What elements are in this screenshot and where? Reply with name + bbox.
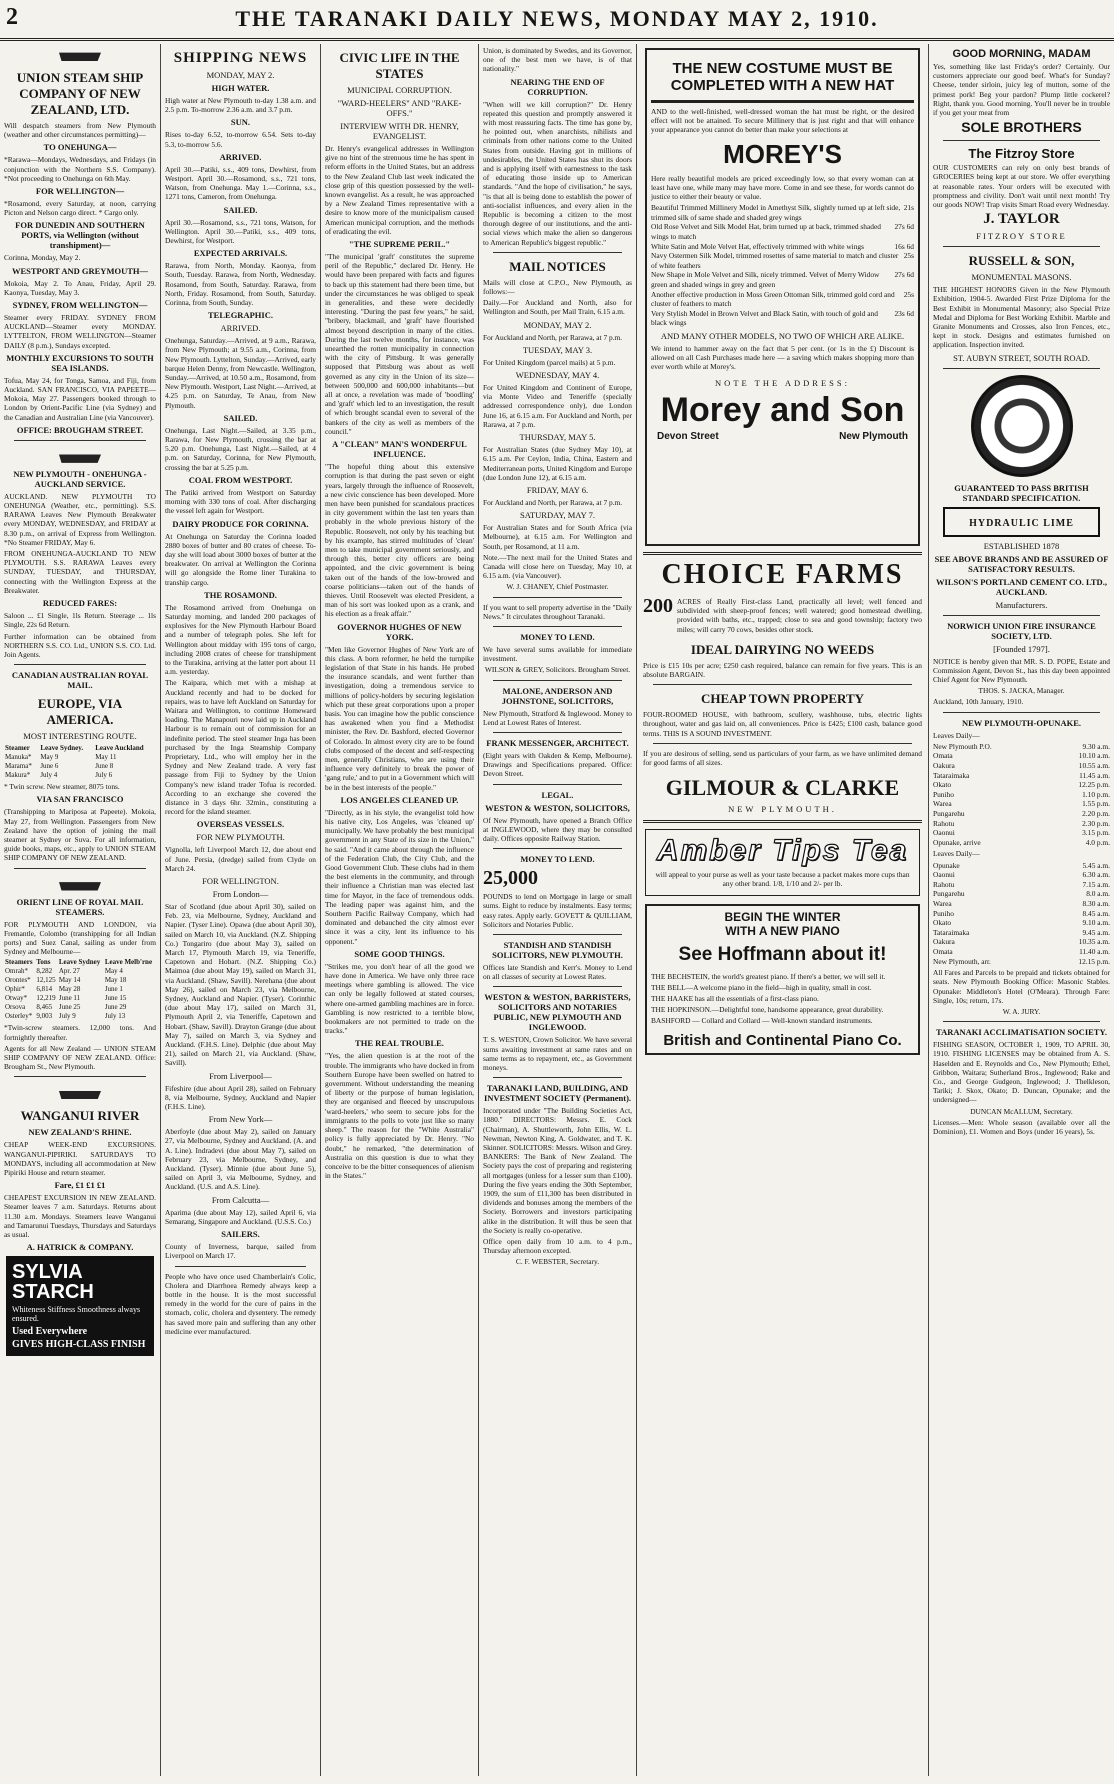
piano-ad [645,904,920,1055]
onehunga-service-text: AUCKLAND. NEW PLYMOUTH TO ONEHUNGA (Weather, etc., permitting). S.S. RARAWA Leaves New Plymouth Breakwater every MONDAY, WEDNESDAY, and FRIDAY at 8.30 p.m., on arrival of Express from Wellington. *No Steamer FRIDAY, May 6. [4,491,156,547]
table-header: Leave Auckland [95,744,144,753]
table-row: Oaonui 6.30 a.m. [933,870,1110,880]
ship-illustration [59,877,101,891]
civic-p7: "Yes, the alien question is at the root of the trouble. The immigrants who have docked in from Southern Europe have been swelled on hatred to government. Without understanding the meaning of liberty or the purpose of human legislation, they are organised and fleeced by unscrupulous 'ward-heelers,' who seem to secure jobs for the immigrants to the polls to vote just like so many sheep." The reason for the "White Australia" policy is fully appreciated by Dr. Henry. "No doubt," he remarked, "the determination of Australia on this question is due to what they conceive to be the bitter consequences of alienism in the States." [325,1051,474,1181]
russell-text: THE HIGHEST HONORS Given in the New Plymouth Exhibition, 1904-5. Awarded First Prize Diploma for the Best Exhibit in Monumental Masonry; also Special Prize Medal and Diploma for Best Working Exhibit. Marble and Granite Monuments and Crosses, also Iron Fences, etc., kept in stock. Designs and estimates furnished on application. Inspection invited. [933,285,1110,350]
governor-heading: GOVERNOR HUGHES OF NEW YORK. [337,621,462,642]
civic-p5: "Directly, as in his style, the evangelist told how his native city, Los Angeles, was 'cleaned up' municipally. We have probably the best municipal government in any State of its size in the Union," he said. "And it came about through the influence of the Federation Club, the City Club, and the Good Government Club. These clubs had in them the best elements in the community, and through their influence a Christian man was elected last time for Mayor, in the face of tremendous odds. The leading paper was against him, and the Southern Pacific Railway Company, which had dominated and debauched the city almost ever since it was a city, lent its influence to his opponent." [325,807,474,946]
tue-heading: TUESDAY, MAY 3. [522,344,593,355]
from-onehunga-text: FROM ONEHUNGA-AUCKLAND TO NEW PLYMOUTH. S.S. RARAWA Leaves every SUNDAY, TUESDAY, and THURSDAY, connecting with the Wellington Express at the Breakwater. [4,549,156,595]
coal-heading: COAL FROM WESTPORT. [188,474,293,485]
list-item: THE BECHSTEIN, the world's greatest piano. If there's a better, we will sell it. [651,971,886,981]
moreys-desc: Here really beautiful models are priced exceedingly low, so that every woman can at least have one, while many may have more. Come in and see these, for words cannot do justice to either their beauty or value. [651,173,914,202]
choice-big-number: 200 [643,595,673,617]
ship-illustration [59,47,101,61]
moreys-note: NOTE THE ADDRESS: [715,377,850,388]
list-item: Old Rose Velvet and Silk Model Hat, brim turned up at back, trimmed shaded wings to match 27s 6d [651,222,914,241]
things-heading: SOME GOOD THINGS. [354,948,445,959]
table-row: Pungarehu 8.0 a.m. [933,889,1110,899]
cement-established: ESTABLISHED 1878 [983,540,1060,551]
table-row: Marama* June 6 June 8 [5,762,114,771]
shipping-news-heading: SHIPPING NEWS [173,50,308,66]
weston1-heading: WESTON & WESTON, SOLICITORS, [485,802,630,813]
table-row: Puniho 1.10 p.m. [933,789,1110,799]
sat-text: For Australian States and for South Africa (via Melbourne), at 6.15 a.m. For Wellington and South, per Rosamond, at 11 a.m. [483,523,632,551]
table-row: Omata 10.10 a.m. [933,751,1110,761]
civic-p3: "The hopeful thing about this extensive corruption is that during the past seven or eight years, largely through the influence of Roosevelt, a new civic conscience has been developed. More men have been punished for scandalous practices in city government within the last ten years than probably in the whole previous history of the Republic. Roosevelt, not only by his teaching but by his example, has stirred multitudes of 'clean' men to take municipal government seriously, and through this, better city officers are being appointed, and the civic government is being taken out of the hands of the low-browed and coarse politicians—taken out of the hands of thieves. Until Roosevelt was elected President, a man of his sort was looked upon as a crank, and his election as a freak affair." [325,462,474,619]
column-mail-legal [479,44,636,1776]
civic-heading: CIVIC LIFE IN THE STATES [339,50,460,81]
leaves-daily-2: Leaves Daily— [933,849,980,859]
moreys-ad [645,48,920,546]
list-item: THE HAAKE has all the essentials of a first-class piano. [651,994,819,1004]
list-item: Beautiful Trimmed Millinery Model in Amethyst Silk, slightly turned up at left side, trimmed silk of same shade and shaded grey wings 21s [651,203,914,222]
choice-desirous: If you are desirous of selling, send us particulars of your farm, as we have unlimited demand for good farms of all sizes. [643,748,922,768]
table-row: Warea 1.55 p.m. [933,799,1110,809]
europe-subheading: MOST INTERESTING ROUTE. [23,731,137,742]
rosamund-heading: THE ROSAMOND. [204,589,277,600]
overseas-np-text: Vignolla, left Liverpool March 12, due about end of June. Persia, (dredge) sailed from Clyde on March 24. [165,845,316,873]
table-row: Oaonui 3.15 p.m. [933,828,1110,838]
ship-illustration [59,1085,101,1099]
list-item: White Satin and Mole Velvet Hat, effectively trimmed with white wings 16s 6d [651,241,914,251]
sailed2-text: Onehunga, Last Night.—Sailed, at 3.35 p.m., Rarawa, for New Plymouth, crossing the bar at 5.20 p.m. Onehunga, Last Night.—Sailed, at 4 p.m. on Saturday, Corinna, for New Plymouth, crossing the bar at 5.25 p.m. [165,425,316,472]
page-number: 2 [6,4,18,30]
fitzroy-heading: The Fitzroy Store [968,146,1075,162]
weston2-text: T. S. WESTON, Crown Solicitor. We have several sums awaiting investment at same rates and on same terms as to repayment, etc., as Government moneys. [483,1035,632,1072]
table-row: Manuka* May 9 May 11 [5,753,117,762]
table-row: Otway* 12,219 June 11 June 15 [5,994,127,1003]
table-row: Warea 8.30 a.m. [933,898,1110,908]
dairy-heading: DAIRY PRODUCE FOR CORINNA. [172,518,309,529]
amber-text: will appeal to your purse as well as your taste because a packet makes more cups than any other brand. 1/8, 1/10 and 2/- per lb. [655,870,910,889]
malone-heading: MALONE, ANDERSON AND JOHNSTONE, SOLICITORS, [501,685,614,706]
moreys-items [651,203,914,328]
list-item: Another effective production in Moss Green Ottoman Silk, trimmed gold cord and cluster of feathers to match 25s [651,289,914,309]
acclimatisation-signature: DUNCAN McALLUM, Secretary. [970,1106,1073,1116]
table-row: New Plymouth, arr. 12.15 p.m. [933,956,1110,966]
overseas-np: FOR NEW PLYMOUTH. [196,832,285,843]
westport-heading: WESTPORT AND GREYMOUTH— [11,265,149,276]
amber-name: Amber Tips Tea [656,834,909,868]
column-local-ads [929,44,1114,1776]
telegraphic-heading: TELEGRAPHIC. [208,310,273,321]
dunedin-text: Corinna, Monday, May 2. [4,253,81,263]
end-heading: NEARING THE END OF CORRUPTION. [510,76,605,97]
morning-heading: GOOD MORNING, MADAM [952,48,1091,60]
newspaper-title: THE TARANAKI DAILY NEWS, MONDAY MAY 2, 1910. [235,6,879,31]
sailed-text: April 30.—Rosamond, s.s., 721 tons, Watson, for Wellington. April 30.—Patiki, s.s., 409 tons, Dewhirst, for Westport. [165,217,316,246]
wanganui-text: CHEAP WEEK-END EXCURSIONS. WANGANUI-PIPIRIKI. SATURDAYS TO MONDAYS, including all accommodation at New Pipiriki House and return steamer. [4,1140,156,1177]
hydraulic-lime-logo [943,507,1100,537]
tlb-heading: TARANAKI LAND, BUILDING, AND INVESTMENT SOCIETY (Permanent). [483,1083,632,1104]
mail-notices-heading: MAIL NOTICES [509,258,606,274]
expected-heading: EXPECTED ARRIVALS. [193,248,288,259]
table-row: Pungarehu 2.20 p.m. [933,809,1110,819]
piano-firm: British and Continental Piano Co. [663,1031,902,1049]
money-text: We have several sums available for immediate investment. [483,644,632,664]
piano-hd1: BEGIN THE WINTER [724,909,841,924]
starch-gives: GIVES HIGH-CLASS FINISH [12,1339,146,1351]
wanganui-subheading: NEW ZEALAND'S RHINE. [28,1127,132,1138]
starch-name: SYLVIA STARCH [12,1261,94,1304]
tlb-text: Incorporated under "The Building Societies Act, 1880." DIRECTORS: Messrs. E. Cock (Chairman), A. Shuttleworth, John Ellis, W. L. Newman, Newton King, A. Goldwater, and T. K. Skinner. SOLICITORS: Messrs. Wilson and Grey. BANKERS: The Bank of New Zealand. The Society pays the cost of preparing and registering all mortgages (unless for a lesser sum than £100). During the five years ending the 30th September, 1909, the sum of £11,300 has been distributed in dividends and bonuses among the members of the Society. Borrowers and investors participating alike in the distribution. It will thus be seen that the Society is really co-operative. [483,1106,632,1235]
table-row: Tataraimaka 11.45 a.m. [933,770,1110,780]
fares-text: Saloon ... £1 Single, 1ls Return. Steerage ... 1ls Single, 22s 6d Return. [4,611,156,630]
table-row: Makura* July 4 July 6 [5,771,113,780]
table-row: Okato 12.25 p.m. [933,780,1110,790]
tlb-signature: C. F. WEBSTER, Secretary. [515,1257,600,1267]
np-timetable [933,742,1110,848]
cement-brand-logo [971,375,1073,477]
orient-heading: ORIENT LINE OF ROYAL MAIL STEAMERS. [16,896,144,917]
weston2-heading: WESTON & WESTON, BARRISTERS, SOLICITORS AND NOTARIES PUBLIC, NEW PLYMOUTH AND INGLEWOOD. [484,992,631,1033]
fares-heading: REDUCED FARES: [42,598,118,609]
cement-brand: HYDRAULIC LIME [969,517,1074,529]
taylor: J. TAYLOR [983,211,1060,228]
fitzroy-text: OUR CUSTOMERS can rely on only best brands of GROCERIES being kept at our store. We offer everything at reasonable rates. Your orders will be executed with promptness and civility. Don't wait until next month! Try our goods NOW! Trap visits Smart Road every Wednesday. [933,163,1110,210]
telegraphic-text: Onehunga, Saturday.—Arrived, at 9 a.m., Rarawa, from New Plymouth; at 9.55 a.m., Corinna, from New Plymouth. Lyttelton, Sunday.—Arrived, early barque Helen Denny, from Newcastle. Wellington, Sunday.—Arrived, at 10.50 a.m., Rosamond, from New Plymouth. Westport, Last Night.—Arrived, at 4.25 p.m. on Saturday, Te Anau, from New Plymouth. [165,336,317,410]
table-row: Tataraimaka 9.45 a.m. [933,927,1110,937]
civic-continued: Union, is dominated by Swedes, and its Governor, one of the best men we have, is of that nationality." [483,46,632,74]
sydney-text: Steamer every FRIDAY. SYDNEY FROM AUCKLAND—Steamer every MONDAY. LYTTELTON, FROM WELLINGTON—Steamer DAILY (8 p.m.), Sundays excepted. [4,313,156,350]
cement-guarantee: GUARANTEED TO PASS BRITISH STANDARD SPECIFICATION. [954,482,1089,503]
wanganui-heading: WANGANUI RIVER [20,1108,140,1124]
coal-text: The Patiki arrived from Westport on Saturday morning with 330 tons of coal. After discharging the vessel left again for Westport. [165,487,316,516]
russell-heading: RUSSELL & SON, [968,253,1075,269]
sole-brothers: SOLE BROTHERS [961,119,1082,136]
civic-p1: Dr. Henry's evangelical addresses in Wellington give no hint of the strenuous time he has spent in reform efforts in the United States, but an address to the New Zealand Club last week indicated the close grip of this question possessed by the well-known evangelist. As a result, he was approached by a New Zealand Times representative with a desire to know more of the municipalism caused American municipal corruption, and the methods of eradicating the evil. [325,144,474,236]
acclimatisation-more: Licenses.—Men: Whole season (available over all the Dominion), £1. Women and Boys (under 16 years), 5s. [933,1117,1110,1136]
moreys-firm: Morey and Son [660,390,905,429]
overseas-liverpool: From Liverpool— [209,1070,272,1081]
list-item: New Shape in Mole Velvet and Silk, nicely trimmed. Velvet of Merry Widow green and shaded wings in grey and green 27s 6d [651,270,914,289]
column-civic-life [321,44,478,1776]
starch-used: Used Everywhere [12,1326,88,1338]
column-shipping-news [161,44,320,1776]
sylvia-starch-ad [6,1256,154,1356]
monthly-text: Tofua, May 24, for Tonga, Samoa, and Fiji, from Auckland. SAN FRANCISCO, VIA PAPEETE—Mokoia, May 27. Passengers booked through to London by Orient-Pacific Line (via Sydney) and the Canadian and Australian Line (via Vancouver). [4,375,156,422]
table-row: Puniho 8.45 a.m. [933,908,1110,918]
table-row: New Plymouth P.O. 9.30 a.m. [933,741,1110,751]
sun-heading: SUN. [230,117,251,128]
russell-addr: ST. AUBYN STREET, SOUTH ROAD. [953,352,1090,363]
choice-cheap-text: FOUR-ROOMED HOUSE, with bathroom, scullery, washhouse, tubs, electric lights throughout, water and gas laid on, all conveniences. Price is £425; £100 cash, balance good terms. THIS IS A SOUND INVESTMENT. [643,710,922,738]
column-display-ads [637,44,928,1776]
choice-firm: GILMOUR & CLARKE [665,775,900,801]
trouble-heading: THE REAL TROUBLE. [355,1038,444,1049]
civic-sub1: MUNICIPAL CORRUPTION. [347,85,452,95]
peril-heading: "THE SUPREME PERIL." [348,239,451,250]
onehunga-heading: TO ONEHUNGA— [43,142,117,153]
westport-text: Mokoia, May 2. To Anau, Friday, April 29. Kaonya, Tuesday, May 3. [4,278,156,297]
fares-more-text: Further information can be obtained from NORTHERN S.S. CO. Ltd., UNION S.S. CO. Ltd. Join Agents. [4,631,156,659]
arrived-text: April 30.—Patiki, s.s., 409 tons, Dewhirst, from Westport. April 30.—Rosamond, s.s., 721 tons, Watson, from Onehunga. May 1.—Corinna, s.s., 1271 tons, Cameron, from Onehunga. [165,164,316,202]
civic-p4: "Men like Governor Hughes of New York are of this class. A born reformer, he held the turnpike legislation of that State in his hands. He probed the insurance scandals, and went further than investigation, doing a tremendous service to millions of policy-holders by securing legislation which put these great corporations upon a proper basis. You can imagine how the public conscience has awakened when you find a Methodist minister, the Rev. Dr. Bashford, elected Governor of Colorado. In almost every city are to be found clubs composed of the decent and self-respecting men, generally Christians, who are using their influence very definitely to break the power of 'gang rule,' and to put in a Government which will be in the best interests of the people." [325,644,474,792]
norwich-text: NOTICE is hereby given that MR. S. D. POPE, Estate and Commission Agent, Devon St., has this day been appointed Chief Agent for New Plymouth. [933,656,1110,685]
dunedin-heading: FOR DUNEDIN AND SOUTHERN PORTS, via Wellington (without transhipment)— [15,220,145,251]
cement-manufacturers: Manufacturers. [995,599,1048,610]
masthead [0,0,1114,41]
civic-sub2: "WARD-HEELERS" AND "RAKE-OFFS." [337,98,462,118]
fri-text: For Auckland and North, per Rarawa, at 7 p.m. [483,497,623,507]
high-water-text: High water at New Plymouth to-day 1.38 a.m. and 2.5 p.m. To-morrow 2.36 a.m. and 3.7 p.m. [165,96,316,115]
opunake-signature: W. A. JURY. [1002,1006,1041,1016]
standish-heading: STANDISH AND STANDISH SOLICITORS, NEW PLYMOUTH. [492,939,623,960]
table-row: Opunake, arrive 4.0 p.m. [933,837,1110,847]
list-item: THE BELL—A welcome piano in the field—high in quality, small in cost. [651,982,872,992]
frank-text: (Eight years with Oakden & Kemp, Melbourne). Drawings and Specifications prepared. Office: Devon Street. [483,750,632,779]
moreys-headline2: COMPLETED WITH A NEW HAT [670,77,895,94]
sun-text: Rises to-day 6.52, to-morrow 6.54. Sets to-day 5.3, to-morrow 5.6. [165,130,316,149]
table-row: Rahotu 2.30 p.m. [933,818,1110,828]
op-timetable [933,861,1110,967]
cure-text: People who have once used Chamberlain's Colic, Cholera and Diarrhoea Remedy always keep a bottle in the house. It is the most successful remedy in the world for the cure of pains in the stomach, colic, cholera and dysentery. The remedy has saved more pain and suffering than any other medicine ever manufactured. [165,1271,316,1336]
overseas-london: From London— [212,889,269,899]
acclimatisation-text: FISHING SEASON, OCTOBER 1, 1909, TO APRIL 30, 1910. FISHING LICENSES may be obtained from A. S. Haselden and E. Reynolds and Co., New Plymouth; Ethel, Gribbon, Waitara; Sutherland Bros., Inglewood; Rake and Co., and George Gudgeon, Inglewood; J. Thelkleson, Tariki; J. Skox, Okato; D. Duncan, Opunake; and the undersigned— [933,1040,1110,1105]
daily-news-advert: If you want to sell property advertise in the "Daily News." It circulates throughout Taranaki. [483,602,632,621]
sailed-heading: SAILED. [223,204,258,215]
table-row: Ophir* 6,814 May 28 June 1 [5,985,123,994]
civic-p6: "Strikes me, you don't hear of all the good we have done in America. We have only three race meetings where gambling is allowed. The vice can only be legally followed at stated courses, where one-armed gambling machines are in force. Gambling is now restricted to a terrible blow, bookmakers are not permitted to trade on the tracks." [325,961,474,1036]
choice-price: Price is £15 10s per acre; £250 cash required, balance can remain for five years. This is an absolute BARGAIN. [643,660,922,680]
civic-p2: "The municipal 'graft' constitutes the supreme peril of the Republic," declared Dr. Henry. He would have been prepared with facts and figures to back up this statement had there been time, but under the circumstances he was obliged to speak in generalities, and these were decidedly interesting. "During the past few years," he said, "bribery, blackmail, and 'graft' have flourished almost beyond description in many of the cities. During the last twelve months, for instance, was unearthed the rotten municipality in connection with the city of Pittsburg. It was generally supposed that Pittsburg was about as well governed as any city in the Union of its size—between 500,000 and 600,000 inhabitants—but all at once, a revelation was made of 'boodling' and 'graft' which led to an investigation, the result of which brought scandal even to several of the bankers of the city as well as members of the council." [325,252,474,436]
choice-town: NEW PLYMOUTH. [728,804,837,815]
rosamund-text: The Rosamond arrived from Onehunga on Saturday morning, and landed 200 packages of explosives for the New Plymouth Harbour Board and a number of telegraph poles. She left for Wellington about midday with 195 tons of cargo, including 2008 crates of cheese for transhipment to the Turakina, arriving at the latter port about 11 a.m. yesterday. [165,602,316,677]
choice-dairy: IDEAL DAIRYING NO WEEDS [690,641,875,657]
opunake-text: All Fares and Parcels to be prepaid and tickets obtained for seats. New Plymouth Booking Office: Masonic Stables. Opunake: Middleton's Hotel (O'Meara). Through Fare: Single, 10s; return, 17s. [933,968,1110,1005]
table-row: Omrah* 8,282 Apr. 27 May 4 [5,967,123,976]
shipping-date: MONDAY, MAY 2. [206,70,275,80]
europe-table [4,744,156,780]
overseas-heading: OVERSEAS VESSELS. [196,819,285,830]
list-item: Very Stylish Model in Brown Velvet and Black Satin, with touch of gold and black wings 23s 6d [651,308,914,328]
end-text: "When will we kill corruption?" Dr. Henry repeated this question and promptly answered it with most reassuring facts. The time has gone by, he pointed out, when anarchists, nihilists and criminals from other nations come to the United States from outside. Having got in millions of undesirables, the United States has shut its doors and is applying itself with earnestness to the task of educating those inside up to American standards. "And the hope of civilisation," he says, "is that all is being done to establish the power of anti-socialist influences, and every alien in the Republic is becoming a citizen to the most thorough degree of our institutions, and the anti-social views which make the alien so dangerous to American Republic's biggest republic." [483,99,632,247]
europe-note: * Twin screw. New steamer, 8075 tons. [4,782,120,792]
wellington-text: *Rosamond, every Saturday, at noon, carrying Picton and Nelson cargo direct. * Cargo only. [4,199,156,218]
norwich-founded: [Founded 1797]. [993,643,1050,654]
wed-text: For United Kingdom and Continent of Europe, via Monte Video and Teneriffe (specially addressed correspondence only), due London June 16, at 6.15 a.m. For Auckland and North, per Rarawa, at 7 p.m. [483,383,632,429]
table-row: Rahotu 7.15 a.m. [933,879,1110,889]
telegraphic-arrived: ARRIVED. [220,323,261,334]
norwich-heading: NORWICH UNION FIRE INSURANCE SOCIETY, LTD. [947,620,1096,641]
table-row: Orontes* 12,125 May 14 May 18 [5,976,127,985]
norwich-date: Auckland, 10th January, 1910. [933,697,1024,707]
cement-see: SEE ABOVE BRANDS AND BE ASSURED OF SATISFACTORY RESULTS. [934,553,1109,574]
mon-heading: MONDAY, MAY 2. [523,319,592,330]
expected-text: Rarawa, from North, Monday. Kaonya, from South, Tuesday. Rarawa, from North, Wednesday. Rosamond, from South, Saturday. Rarawa, from North, Friday. Rosamond, from South, Saturday. Corinna, from South, Sunday. [165,261,316,308]
leaves-daily: Leaves Daily— [933,730,980,740]
standish-text: Offices late Standish and Kerr's. Money to Lend on all classes of security at Lowest Rates. [483,962,632,982]
fitzroy-store: FITZROY STORE [976,231,1067,242]
table-row: Oakura 10.55 a.m. [933,761,1110,771]
lend-heading: MONEY TO LEND. [520,854,595,865]
canadian-heading: CANADIAN AUSTRALIAN ROYAL MAIL. [11,670,149,691]
amber-tips-ad [645,829,920,895]
sailers-heading: SAILERS. [221,1229,260,1240]
russell-sub: MONUMENTAL MASONS. [971,272,1072,283]
table-row: Oakura 10.35 a.m. [933,937,1110,947]
overseas-ny-text: Aberfoyle (due about May 2), sailed on January 27, via Melbourne, Sydney and Auckland. (A. and A. Line). Indradevi (due about May 7), sailed on February 23, via Melbourne, Sydney, and Auckland. (Tyser). Minnie (due about June 5), sailed on April 3, via Melbourne, Sydney, and Auckland. (U.S. and A.S. Line). [165,1127,316,1192]
tue-text: For United Kingdom (parcel mails) at 5 p.m. [483,357,616,367]
norwich-signature: THOS. S. JACKA, Manager. [978,686,1065,696]
table-row: Omata 11.40 a.m. [933,946,1110,956]
mail-intro: Mails will close at C.P.O., New Plymouth, as follows:— [483,277,632,297]
civic-sub3: INTERVIEW WITH DR. HENRY, EVANGELIST. [340,121,459,141]
malone-text: New Plymouth, Stratford & Inglewood. Money to Lend at Lowest Rates of Interest. [483,708,632,727]
sanfran-text: (Transhipping to Mariposa at Papeete). Mokoia, May 27, from Wellington. Passengers from New Zealand have the option of joining the mail steamer at Sydney or Suva. For all information, guide books, maps, etc., apply to UNION STEAM SHIP COMPANY OF NEW ZEALAND. [4,807,156,863]
mail-signature: W. J. CHANEY, Chief Postmaster. [506,582,609,592]
moreys-town: New Plymouth [839,430,908,442]
mon-text: For Auckland and North, per Rarawa, at 7 p.m. [483,332,623,342]
thu-heading: THURSDAY, MAY 5. [519,432,596,443]
thu-text: For Australian States (due Sydney May 10), at 6.15 a.m. Per Ceylon, India, China, Eastern and Mediterranean ports, United Kingdom and Europe (due London June 12), at 6.15 a.m. [483,445,633,482]
moreys-more: AND MANY OTHER MODELS, NO TWO OF WHICH ARE ALIKE. [660,330,905,341]
frank-heading: FRANK MESSENGER, ARCHITECT. [486,737,629,748]
wanganui-more: CHEAPEST EXCURSION IN NEW ZEALAND. Steamer leaves 7 a.m. Saturdays. Returns about 11.30 a.m. Mondays. Steamers leave Wanganui and Tamarunui Tuesdays, Thursdays and Saturdays as usual. [4,1193,156,1239]
orient-text: FOR PLYMOUTH AND LONDON, via Fremantle, Colombo (transhipping for all Indian ports) and Suez Canal, sailing as under from Sydney and Melbourne— [4,919,156,957]
wellington-heading: FOR WELLINGTON— [35,186,125,197]
clean-heading: A "CLEAN" MAN'S WONDERFUL INFLUENCE. [332,439,467,460]
onehunga-service-heading: NEW PLYMOUTH - ONEHUNGA - AUCKLAND SERVICE. [13,468,147,489]
table-row: Okato 9.10 a.m. [933,918,1110,928]
overseas-ny: From New York— [208,1114,273,1125]
dairy-text: At Onehunga on Saturday the Corinna loaded 2880 boxes of butter and 80 crates of cheese. To-day she will load about 3000 boxes of butter at the breakwater. On arrival at Wellington the Corinna will go alongside the Rome liner Turakina to tranship cargo. [165,531,316,587]
moreys-discount: We intend to hammer away on the fact that 5 per cent. (or 1s in the £) Discount is allowed on all Cash Purchases made here — a saving which makes shopping more than ever worth while at Morey's. [651,343,914,372]
office-address: OFFICE: BROUGHAM STREET. [16,424,144,435]
list-item: BASHFORD — Collard and Collard — Well-known standard instruments. [651,1016,873,1026]
moreys-intro: AND to the well-finished, well-dressed woman the hat must be right, or the desired effect will not be attained. To secure Millinery that is just right and that will enhance your appearance you cannot do better than make your selections at [651,107,914,135]
ship-illustration [59,449,101,463]
orient-table: Steamers Tons Leave Sydney Leave Melb'rne Omrah* 8,282 Apr. 27 May 4 Orontes* 12,125 May 14 May 18 Ophir* 6,814 May 28 June 1 Otway* 12,219 June 11 June 15 Orsova 8,465 June 25 June 29 Osterley* 9,003 July 9 July 13 [4,958,156,1021]
overseas-wg: FOR WELLINGTON. [202,876,279,886]
mail-note: Note.—The next mail for the United States and Canada will close here on Tuesday, May 10, at 6.15 a.m. (via Vancouver). [483,552,632,581]
moreys-name: MOREY'S [723,138,842,169]
lend-text: POUNDS to lend on Mortgage in large or small sums. Eight to reduce by instalments. Easy terms; easy rates. Apply early. GOVETT & QUILLIAM, Solicitors and Notaries Public. [483,892,632,929]
piano-see: See Hoffmann about it! [678,943,887,965]
weston1-text: Of New Plymouth, have opened a Branch Office at INGLEWOOD, where they may be consulted daily. Offices opposite Railway Station. [483,815,632,843]
moreys-street: Devon Street [657,430,719,442]
tlb-office: Office open daily from 10 a.m. to 4 p.m., Thursday afternoon excepted. [483,1237,632,1256]
choice-text1: ACRES of Really First-class Land, practically all level; well fenced and subdivided with sheep-proof fences; well watered; good homestead dwelling, provided with baths, etc., trapped; close to sea and good township; factory two miles; will carry 70 cows, besides other stock. [677,597,922,634]
union-text: Will despatch steamers from New Plymouth (weather and other circumstances permitting)— [4,121,156,140]
sailed2-heading: SAILED. [223,412,258,423]
monthly-heading: MONTHLY EXCURSIONS TO SOUTH SEA ISLANDS. [6,352,154,373]
choice-cheap: CHEAP TOWN PROPERTY [700,691,865,707]
la-heading: LOS ANGELES CLEANED UP. [340,794,459,805]
opunake-heading: NEW PLYMOUTH-OPUNAKE. [961,717,1081,728]
table-row: Osterley* 9,003 July 9 July 13 [5,1012,126,1021]
onehunga-text: *Rarawa—Mondays, Wednesdays, and Fridays (in conjunction with the Northern S.S. Company). *Not proceeding to Onehunga on 6th May. [4,155,156,183]
sanfran-heading: VIA SAN FRANCISCO [36,794,124,805]
column-shipping-ads [0,44,160,1776]
overseas-liv-text: Fifeshire (due about April 28), sailed on February 8, via Melbourne, Sydney, Auckland and Napier (F.H.S. Line). [165,1083,316,1112]
table-row: Opunake 5.45 a.m. [933,860,1110,870]
union-title: UNION STEAM SHIP COMPANY OF NEW ZEALAND, LTD. [16,70,144,117]
piano-hd2: WITH A NEW PIANO [725,923,840,938]
high-water-heading: HIGH WATER. [211,83,270,93]
overseas-calcutta: From Calcutta— [211,1194,270,1205]
table-header: Leave Sydney. [40,744,84,753]
legal-heading: LEGAL. [541,789,574,800]
list-item: THE HOPKINSON.—Delightful tone, handsome appearance, great durability. [651,1005,884,1015]
mail-daily: Daily.—For Auckland and North, also for Wellington and South, per Mail Train, 6.15 a.m. [483,298,632,317]
overseas-calc-text: Aparima (due about May 12), sailed April 6, via Semarang, Singapore and Auckland. (U.S.S. Co.) [165,1207,316,1226]
sailers-text: County of Inverness, barque, sailed from Liverpool on March 17. [165,1242,316,1261]
money-heading: MONEY TO LEND. [520,631,595,642]
lend-big: 25,000 [483,867,538,890]
money-signature: WILSON & GREY, Solicitors. Brougham Street. [484,665,631,675]
kaipara-text: The Kaipara, which met with a mishap at Auckland recently and had to be docked for repairs, was to have left Auckland on Saturday for Waitara and Wellington, to continue Homeward loading. The Manapouri now laid up in Auckland Harbour is to remain out of commission for an indefinite period. The steel steamer Inga has been purchased by the Inga Steamship Company Proprietary, Ltd., who will employ her in the Sydney and New Zealand trade. A very fast passage from Fiji to Sydney by the Union Company's new island trader Tofua is recorded. According to an exchange she covered the distance in 3 days 6hr. 32min., constituting a record for the island steamer. [165,678,316,817]
wanganui-agent: A. HATRICK & COMPANY. [26,1242,134,1253]
europe-heading: EUROPE, VIA AMERICA. [37,696,123,728]
moreys-headline1: THE NEW COSTUME MUST BE [672,60,893,77]
overseas-wg-text: Star of Scotland (due about April 30), sailed on Feb. 23, via Melbourne, Sydney, Auckland and Napier. (Tyser Line). Opawa (due about April 30), sailed on March 10, via Auckland. (N.Z. Shipping Co.) Tongariro (due about May 3), sailed on March 17, Plymouth March 19, via Teneriffe, Capetown and Hobart. (N.Z. Shipping Co.) Maimoa (due about May 19), sailed on March 31, via Auckland. (Shaw, Savill). Nerehana (due about May 26), sailed on March 23, via Melbourne, Sydney, Auckland and Napier. (Tyser). Corinthic (due about May 17), sailed on March 31, Plymouth April 2, via Teneriffe, Capetown and Hobart. (Shaw, Savill). Drayton Grange (due about May 7), sailed on March 3, via Sydney and Auckland. (F.H.S. Line). Delphic (due about May 21), sailed on March 21, via Auckland. (Shaw, Savill). [165,902,316,1068]
arrived-heading: ARRIVED. [219,151,262,162]
table-row: Orsova 8,465 June 25 June 29 [5,1003,127,1012]
list-item: Navy Ostermen Silk Model, trimmed rosettes of same material to match and cluster of white feathers 25s [651,251,914,270]
orient-note: *Twin-screw steamers. 12,000 tons. And fortnightly thereafter. [4,1023,156,1042]
sydney-heading: SYDNEY, FROM WELLINGTON— [12,300,148,311]
choice-farms-title: CHOICE FARMS [661,559,904,590]
orient-agents: Agents for all New Zealand — UNION STEAM SHIP COMPANY OF NEW ZEALAND. Office: Brougham St., New Plymouth. [4,1043,156,1072]
morning-text: Yes, something like last Friday's order? Certainly. Our customers appreciate our good beef. What's for Sunday? Cheese, tender sirloin, juicy leg of mutton, some of the primest pork! Beg your pardon? Plump little cockerel? Right, thank you. Good morning. You'll never be in trouble if you get your meat from [933,62,1110,118]
starch-words: Whiteness Stiffness Smoothness always ensured. [12,1305,141,1324]
acclimatisation-heading: TARANAKI ACCLIMATISATION SOCIETY. [936,1027,1107,1038]
sat-heading: SATURDAY, MAY 7. [520,510,595,521]
cement-company: WILSON'S PORTLAND CEMENT CO. LTD., AUCKLAND. [936,576,1107,597]
table-header: Steamer [5,744,30,753]
fri-heading: FRIDAY, MAY 6. [526,484,589,495]
wanganui-fare: Fare, £1 £1 £1 [54,1180,106,1191]
wed-heading: WEDNESDAY, MAY 4. [515,370,600,381]
